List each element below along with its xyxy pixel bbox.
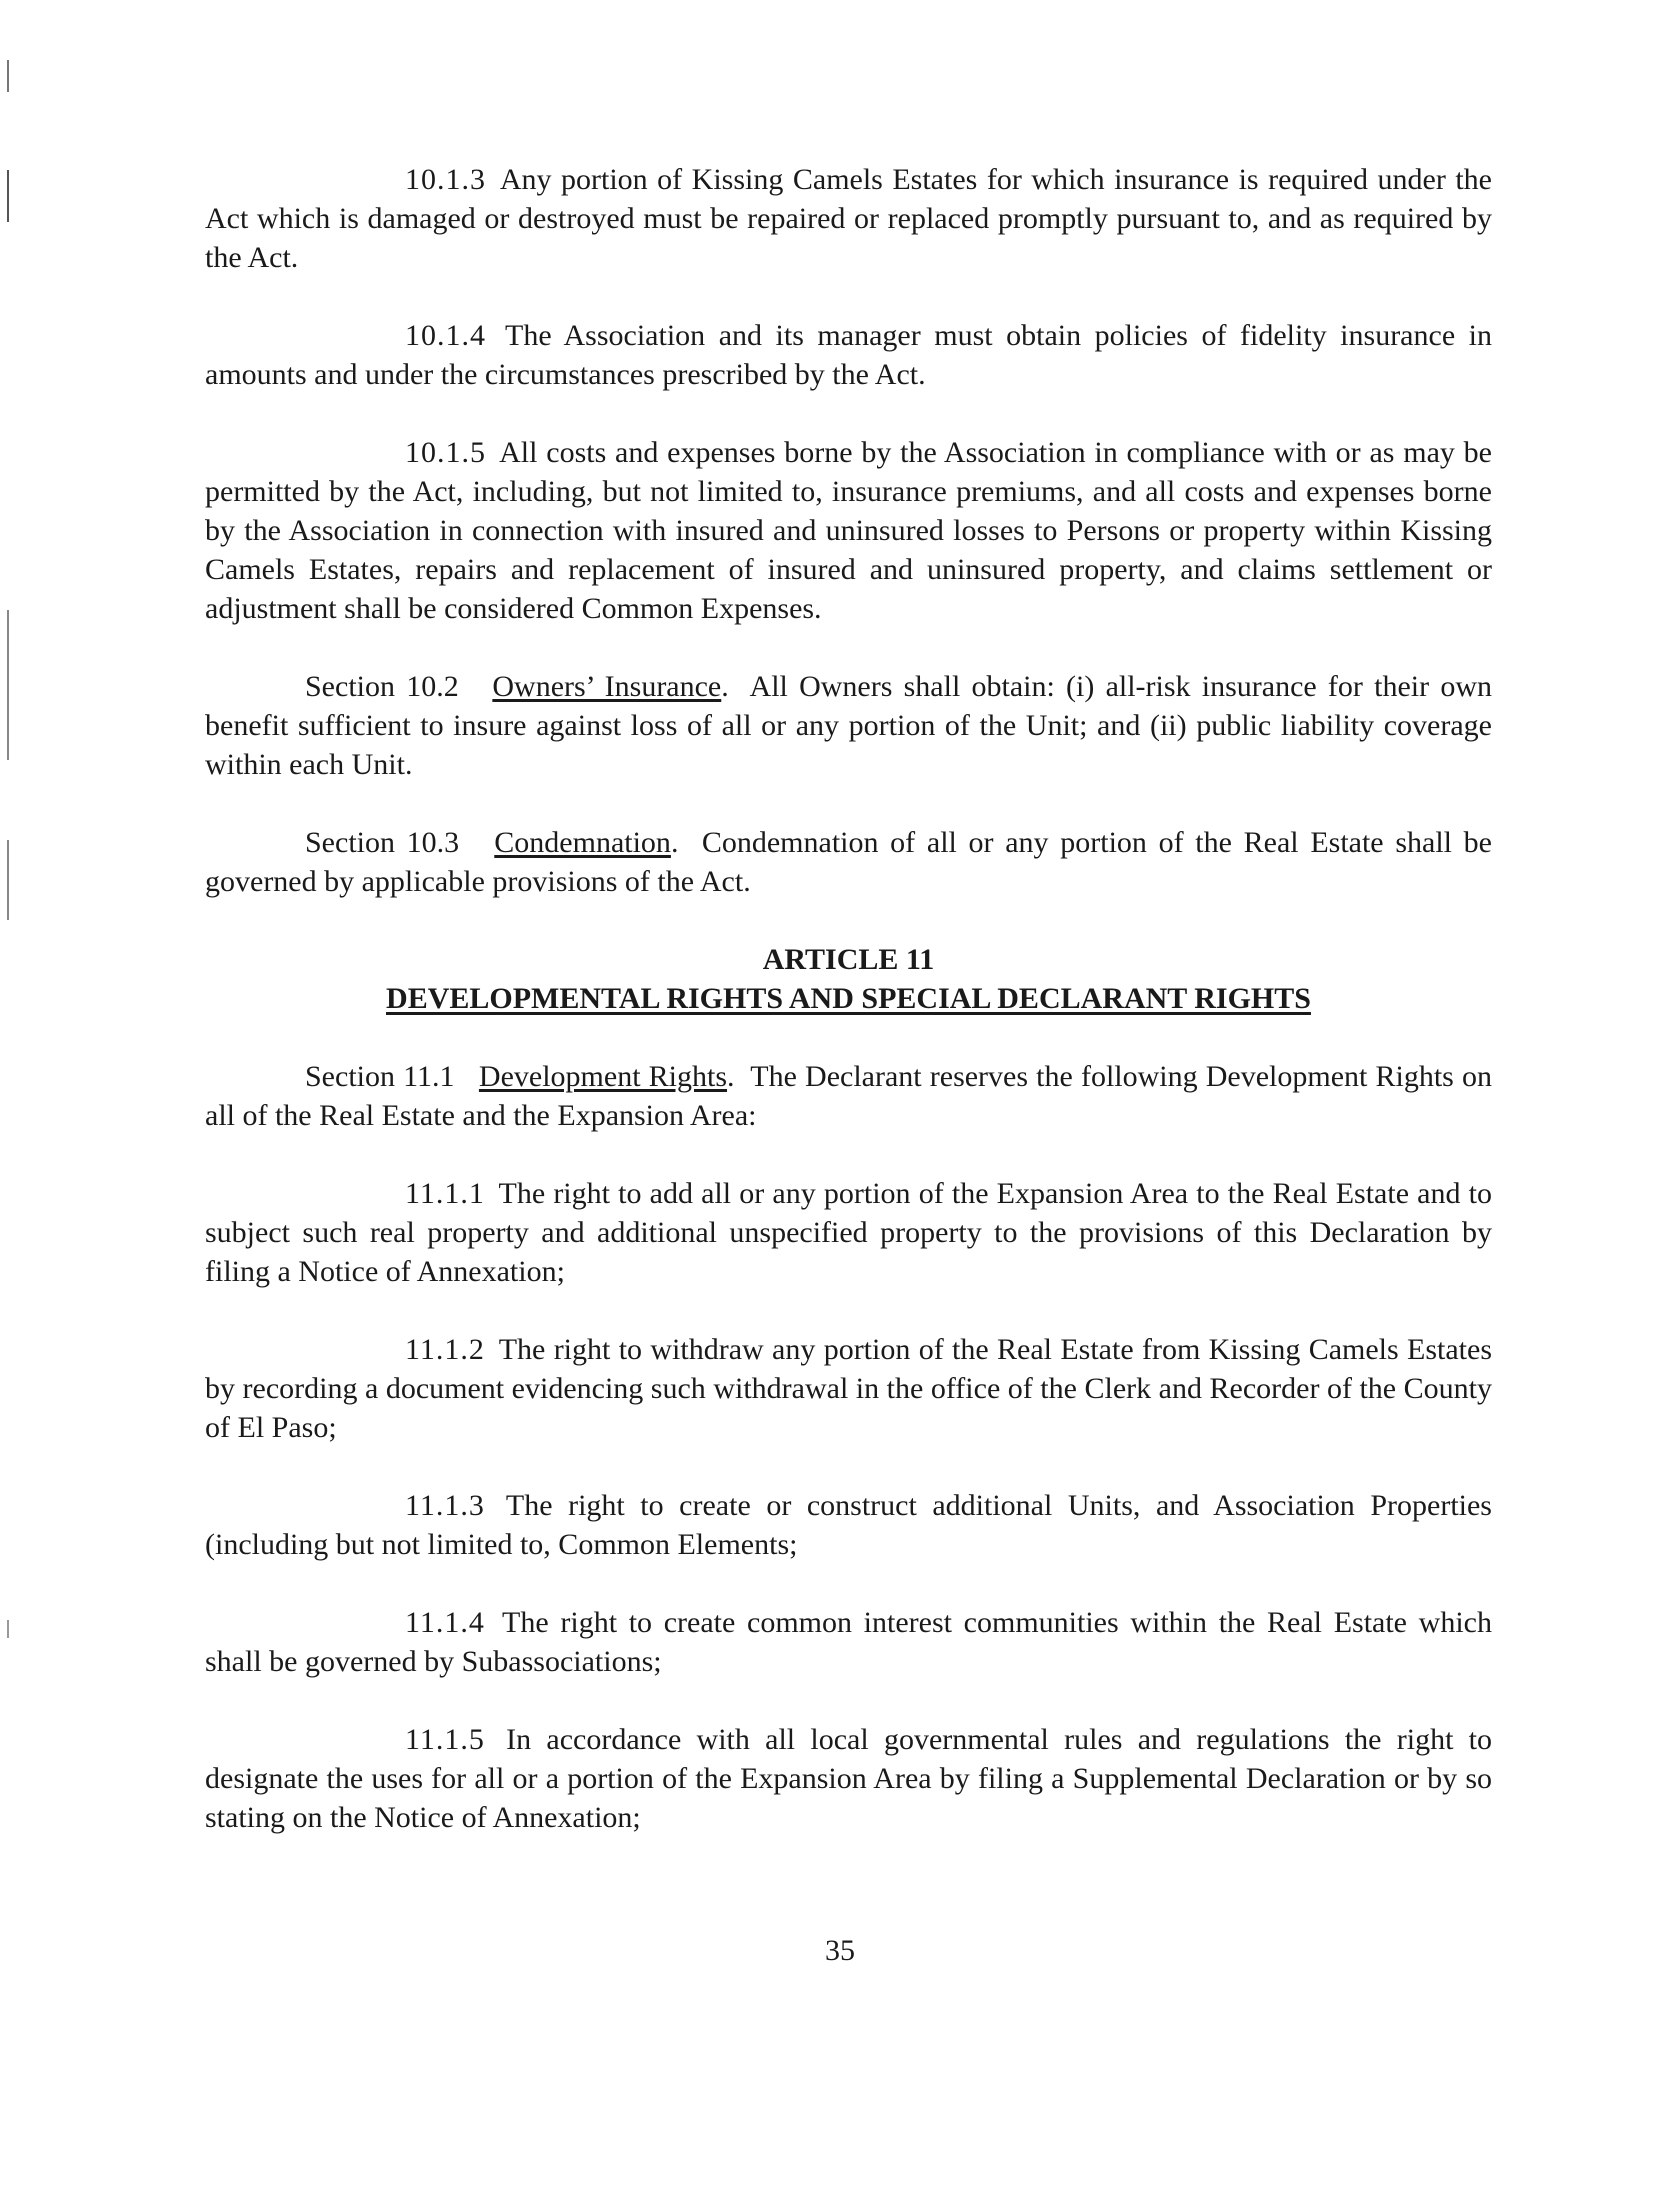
document-body xyxy=(205,160,1492,1876)
paragraph-text: Any portion of Kissing Camels Estates for which insurance is required under the Act which is damaged or destroyed must be repaired or replaced promptly pursuant to, and as required by the Act. xyxy=(205,163,1492,274)
section-label: Section 10.3 xyxy=(305,826,460,859)
paragraph-number: 10.1.4 xyxy=(405,319,486,352)
paragraph-text: The right to create common interest communities within the Real Estate which shall be governed by Subassociations; xyxy=(205,1606,1492,1678)
scan-mark xyxy=(7,840,9,920)
section-10-3: Section 10.3 Condemnation. Condemnation of all or any portion of the Real Estate shall be governed by applicable provisions of the Act. xyxy=(205,826,1492,898)
paragraph-text: In accordance with all local governmental rules and regulations the right to designate the uses for all or a portion of the Expansion Area by filing a Supplemental Declaration or by so stating on the Notice of Annexation; xyxy=(205,1723,1493,1834)
paragraph-text: The right to create or construct additional Units, and Association Properties (including but not limited to, Common Elements; xyxy=(205,1489,1492,1561)
scan-mark xyxy=(7,610,9,760)
paragraph-10-1-5 xyxy=(205,433,1492,628)
scan-mark xyxy=(7,170,9,222)
section-10-2: Section 10.2 Owners’ Insurance. All Owners shall obtain: (i) all-risk insurance for their own benefit sufficient to insure against loss of all or any portion of the Unit; and (ii) public liability coverage within each Unit. xyxy=(205,670,1492,781)
paragraph-number: 10.1.3 xyxy=(405,163,486,196)
section-heading: Owners’ Insurance xyxy=(492,670,722,703)
section-label: Section 11.1 xyxy=(305,1060,455,1093)
section-text: The Declarant reserves the following Development Rights on all of the Real Estate and the Expansion Area: xyxy=(205,1060,1492,1132)
paragraph-10-1-3 xyxy=(205,160,1492,277)
section-label: Section 10.2 xyxy=(305,670,459,703)
paragraph-text: All costs and expenses borne by the Association in compliance with or as may be permitted by the Act, including, but not limited to, insurance premiums, and all costs and expenses borne by the Association in connection with insured and uninsured losses to Persons or property within Kissing Camels Estates, repairs and replacement of insured and uninsured property, and claims settlement or adjustment shall be considered Common Expenses. xyxy=(205,436,1492,625)
paragraph-text: The Association and its manager must obtain policies of fidelity insurance in amounts and under the circumstances prescribed by the Act. xyxy=(205,319,1492,391)
section-11-1: Section 11.1 Development Rights. The Declarant reserves the following Development Rights on all of the Real Estate and the Expansion Area: xyxy=(205,1060,1492,1132)
paragraph-10-1-4 xyxy=(205,316,1492,394)
section-text: Condemnation of all or any portion of the Real Estate shall be governed by applicable provisions of the Act. xyxy=(205,826,1492,898)
article-title: DEVELOPMENTAL RIGHTS AND SPECIAL DECLARANT RIGHTS xyxy=(386,982,1311,1015)
paragraph-number: 11.1.3 xyxy=(405,1489,485,1522)
paragraph-number: 10.1.5 xyxy=(405,436,486,469)
paragraph-number: 11.1.1 xyxy=(405,1177,485,1210)
paragraph-11-1-1 xyxy=(205,1174,1492,1291)
paragraph-11-1-3 xyxy=(205,1486,1492,1564)
article-label: ARTICLE 11 xyxy=(762,943,935,976)
scan-mark xyxy=(7,1620,9,1638)
paragraph-number: 11.1.5 xyxy=(405,1723,485,1756)
paragraph-text: The right to withdraw any portion of the Real Estate from Kissing Camels Estates by recording a document evidencing such withdrawal in the office of the Clerk and Recorder of the County of El Paso; xyxy=(205,1333,1492,1444)
paragraph-11-1-2 xyxy=(205,1330,1492,1447)
article-heading xyxy=(205,940,1492,1018)
scan-mark xyxy=(7,60,9,92)
paragraph-11-1-4 xyxy=(205,1603,1492,1681)
paragraph-number: 11.1.4 xyxy=(405,1606,485,1639)
paragraph-text: The right to add all or any portion of the Expansion Area to the Real Estate and to subject such real property and additional unspecified property to the provisions of this Declaration by filing a Notice of Annexation; xyxy=(205,1177,1492,1288)
section-heading: Development Rights xyxy=(478,1060,728,1093)
paragraph-11-1-5 xyxy=(205,1720,1492,1837)
page-number: 35 xyxy=(825,1934,855,1967)
paragraph-number: 11.1.2 xyxy=(405,1333,485,1366)
section-heading: Condemnation xyxy=(494,826,671,859)
section-text: All Owners shall obtain: (i) all-risk insurance for their own benefit sufficient to insure against loss of all or any portion of the Unit; and (ii) public liability coverage within each Unit. xyxy=(205,670,1492,781)
